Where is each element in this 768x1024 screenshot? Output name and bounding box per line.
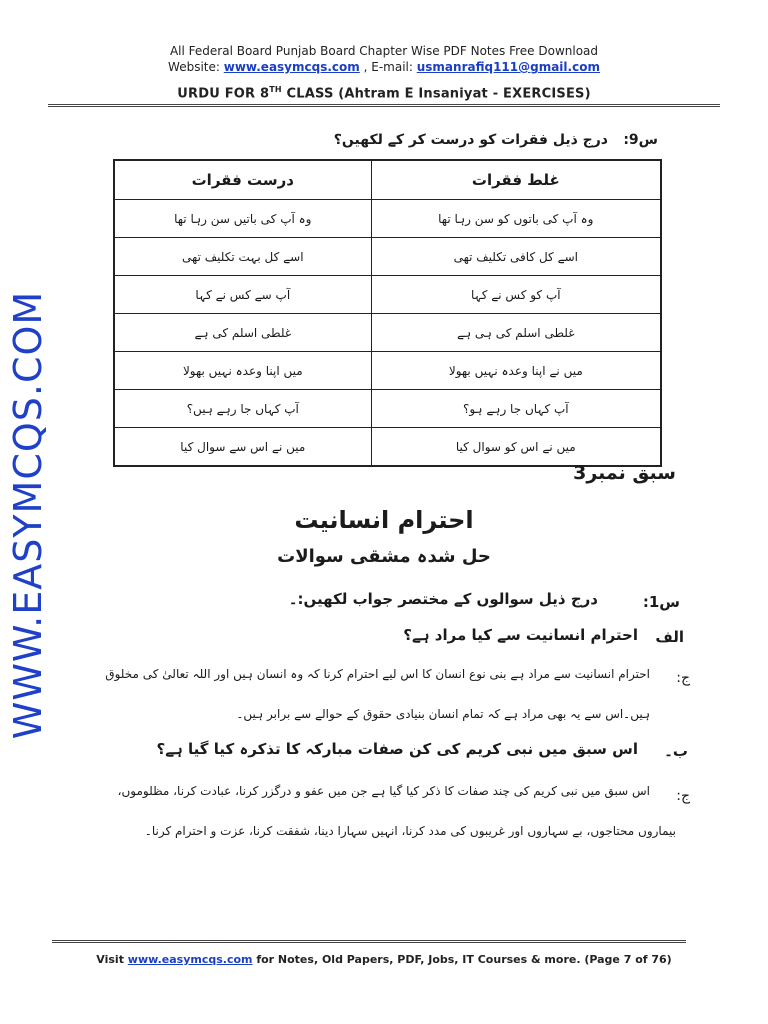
page-title [0,85,768,101]
lesson-title: احترام انسانیت [294,506,474,534]
footer-link[interactable]: www.easymcqs.com [127,953,253,966]
footer [0,953,768,966]
correct-sentence: آپ سے کس نے کہا [114,276,371,314]
table-row [114,276,661,314]
title-prefix: URDU FOR 8 [177,86,270,102]
alif-answer-label: ج: [676,670,690,686]
alif-answer-line-2: ہیں۔اس سے یہ بھی مراد ہے کہ تمام انسان بنیادی حقوق کے حوالے سے برابر ہیں۔ [236,707,650,721]
q9-text: درج ذیل فقرات کو درست کر کے لکھیں؟ [333,132,608,148]
correct-sentence: آپ کہاں جا رہے ہیں؟ [114,390,371,428]
email-link[interactable]: usmanrafiq111@gmail.com [416,60,600,74]
column-header-wrong: غلط فقرات [371,160,661,200]
bay-question: اس سبق میں نبی کریم کی کن صفات مبارکہ کا تذکرہ کیا گیا ہے؟ [156,740,638,758]
alif-question: احترام انسانیت سے کیا مراد ہے؟ [403,626,638,644]
footer-visit: Visit [96,953,124,966]
wrong-sentence: اسے کل کافی تکلیف تھی [371,238,661,276]
website-link[interactable]: www.easymcqs.com [223,60,360,74]
correct-sentence: غلطی اسلم کی ہے [114,314,371,352]
column-header-correct: درست فقرات [114,160,371,200]
correct-sentence: اسے کل بہت تکلیف تھی [114,238,371,276]
header-contact [0,60,768,74]
bay-label: ب۔ [664,742,688,760]
wrong-sentence: غلطی اسلم کی ہی ہے [371,314,661,352]
wrong-sentence: آپ کہاں جا رہے ہو؟ [371,390,661,428]
header-line: All Federal Board Punjab Board Chapter Wise PDF Notes Free Download [169,44,599,58]
table-row [114,200,661,238]
correct-sentence: میں نے اس سے سوال کیا [114,428,371,467]
email-label: , E-mail: [363,60,413,74]
table-row [114,314,661,352]
q9-label: س9: [623,132,658,148]
correction-table [113,159,662,467]
correct-sentence: وہ آپ کی باتیں سن رہا تھا [114,200,371,238]
wrong-sentence: وہ آپ کی باتوں کو سن رہا تھا [371,200,661,238]
wrong-sentence: میں نے اس کو سوال کیا [371,428,661,467]
table-row [114,238,661,276]
table-row [114,352,661,390]
lesson-subtitle: حل شدہ مشقی سوالات [277,546,491,567]
bay-answer-line-1: اس سبق میں نبی کریم کی چند صفات کا ذکر کیا گیا ہے جن میں عفو و درگزر کرنا، عبادت کرنا، مظلوموں، [117,784,650,798]
q1-text: درج ذیل سوالوں کے مختصر جواب لکھیں:۔ [288,590,598,608]
website-label: Website: [168,60,220,74]
title-sup: TH [269,85,282,94]
watermark-text: WWW.EASYMCQS.COM [6,290,50,740]
bay-answer-label: ج: [676,788,690,804]
table-row [114,390,661,428]
table-row [114,428,661,467]
wrong-sentence: میں نے اپنا وعدہ نہیں بھولا [371,352,661,390]
lesson-number: سبق نمبر3 [573,462,676,484]
bay-answer-line-2: بیماروں محتاجوں، بے سہاروں اور غریبوں کی مدد کرنا، انہیں سہارا دینا، شفقت کرنا، عزت و احترام کرنا۔ [144,824,676,838]
wrong-sentence: آپ کو کس نے کہا [371,276,661,314]
q1-label: س1: [642,593,680,611]
table-header-row [114,160,661,200]
correct-sentence: میں اپنا وعدہ نہیں بھولا [114,352,371,390]
alif-label: الف [655,628,684,646]
title-suffix: CLASS (Ahtram E Insaniyat - EXERCISES) [281,86,591,102]
footer-text: for Notes, Old Papers, PDF, Jobs, IT Courses & more. (Page 7 of 76) [252,953,672,966]
divider-bottom [52,940,686,943]
alif-answer-line-1: احترام انسانیت سے مراد ہے بنی نوع انسان کا اس لیے احترام کرنا کہ وہ انسان ہیں اور اللہ تعالیٰ کی مخلوق [105,667,650,681]
divider-top [48,104,720,107]
